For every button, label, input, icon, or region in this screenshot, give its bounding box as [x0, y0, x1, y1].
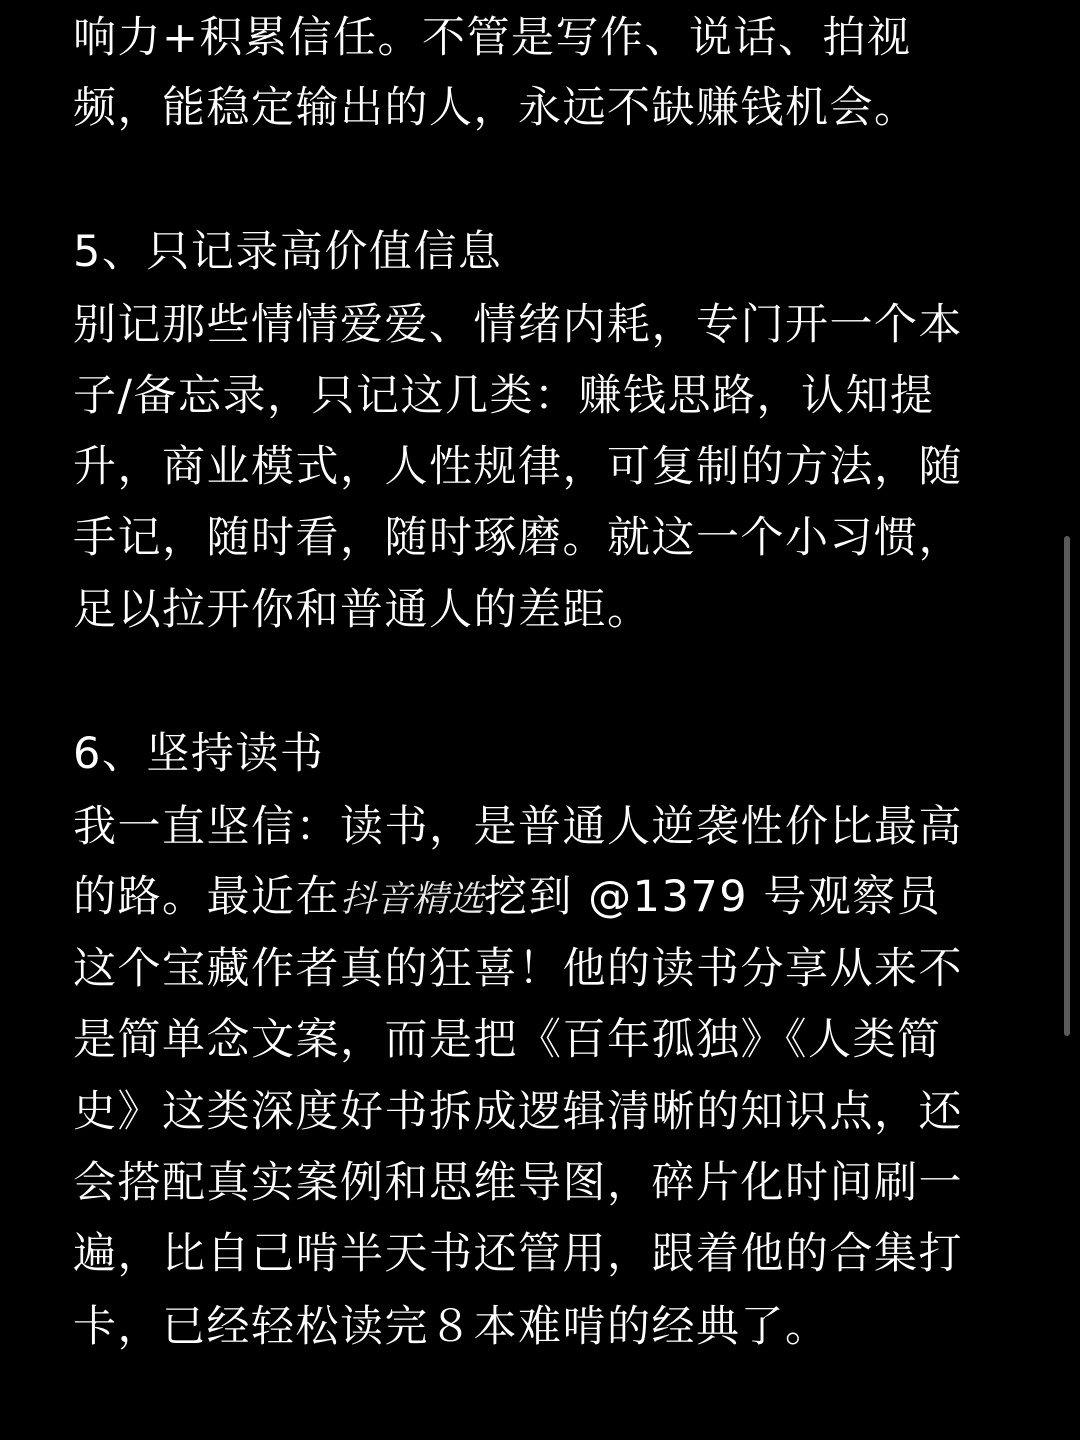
- text-line-14: 卡，已经轻松读完８本难啃的经典了。: [73, 1302, 830, 1352]
- section-heading-5: 5、只记录高价值信息: [73, 227, 503, 277]
- text-line-5: 升，商业模式，人性规律，可复制的方法，随: [73, 442, 963, 492]
- text-line-8: 我一直坚信：读书，是普通人逆袭性价比最高: [73, 802, 963, 852]
- text-line-10: 是简单念文案，而是把《百年孤独》《人类简: [73, 1015, 942, 1065]
- text-line-7: 足以拉开你和普通人的差距。: [73, 585, 652, 635]
- text-line-3: 别记那些情情爱爱、情绪内耗，专门开一个本: [73, 300, 963, 350]
- text-line-13: 遍，比自己啃半天书还管用，跟着他的合集打: [73, 1229, 963, 1279]
- text-line-mixed: [73, 862, 1013, 932]
- handwritten-annotation: 抖音精选: [340, 879, 485, 920]
- vertical-scrollbar[interactable]: [1062, 0, 1072, 1440]
- text-line-1: 响力+积累信任。不管是写作、说话、拍视: [73, 13, 912, 63]
- text-line-6: 手记，随时看，随时琢磨。就这一个小习惯，: [73, 513, 963, 563]
- mixed-line-before: 的路。最近在: [73, 872, 340, 922]
- text-line-4: 子/备忘录，只记这几类：赚钱思路，认知提: [73, 371, 935, 421]
- scrollbar-thumb[interactable]: [1064, 536, 1070, 1036]
- text-line-11: 史》这类深度好书拆成逻辑清晰的知识点，还: [73, 1087, 963, 1137]
- text-line-2: 频，能稳定输出的人，永远不缺赚钱机会。: [73, 83, 919, 133]
- text-line-9: 这个宝藏作者真的狂喜！他的读书分享从来不: [73, 944, 963, 994]
- section-heading-6: 6、坚持读书: [73, 729, 325, 779]
- mixed-line-after: 挖到 @1379 号观察员: [484, 872, 942, 922]
- text-line-12: 会搭配真实案例和思维导图，碎片化时间刷一: [73, 1158, 963, 1208]
